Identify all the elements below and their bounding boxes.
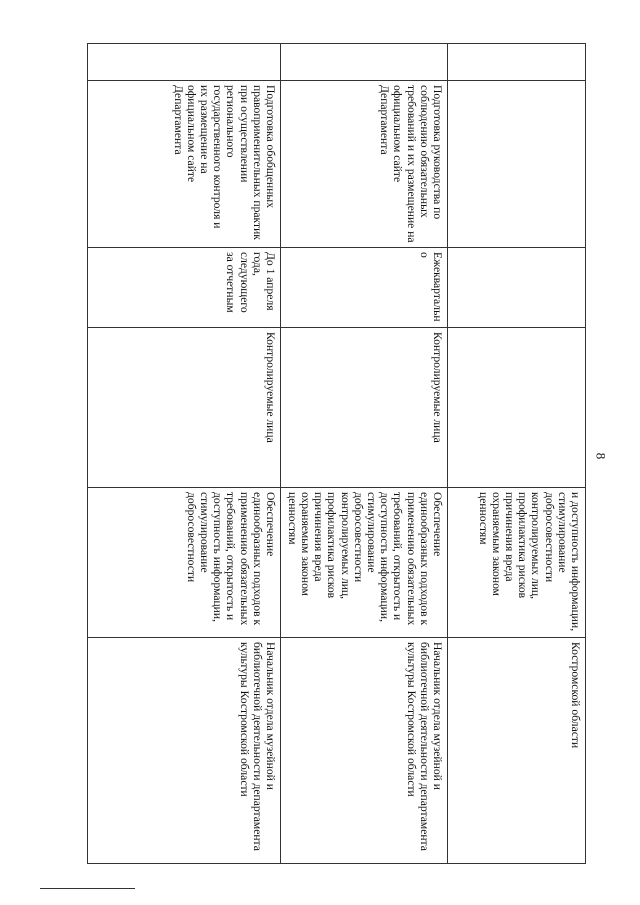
cell-number [88,44,281,81]
cell-deadline [448,248,586,328]
cell-result: Обеспечение единообразных подходов к применению обязательных требований, открытость и доступность информации, стимулирование добросовестности контролируемых лиц, профилактика рисков причинения вреда охраняемым законом ценностям [281,488,448,638]
cell-event [448,81,586,248]
cell-responsible: Начальник отдела музейной и библиотечной деятельности департамента культуры Костромской области [88,638,281,864]
cell-responsible: Костромской области [448,638,586,864]
footnote-rule [40,888,135,889]
cell-participants: Контролируемые лица [88,328,281,488]
cell-responsible: Начальник отдела музейной и библиотечной деятельности департамента культуры Костромской области [281,638,448,864]
cell-event: Подготовка обобщенных правоприменительных практик при осуществлении регионального государственного контроля и их размещение на официальном сайте Департамента [88,81,281,248]
prevention-plan-table [87,43,586,864]
cell-participants: Контролируемые лица [281,328,448,488]
table-row-practice [88,44,281,864]
rotated-table-wrapper [88,43,586,863]
cell-result: и доступность информации, стимулирование добросовестности контролируемых лиц, профилактика рисков причинения вреда охраняемым законом ценностям [448,488,586,638]
cell-participants [448,328,586,488]
page-number: 8 [593,452,609,460]
cell-deadline: Ежеквартально [281,248,448,328]
cell-number [448,44,586,81]
cell-result: Обеспечение единообразных подходов к применению обязательных требований, открытость и доступность информации, стимулирование добросовестности [88,488,281,638]
cell-deadline: До 1 апреля года, следующего за отчетным [88,248,281,328]
table-row-continuation [448,44,586,864]
cell-event: Подготовка руководства по соблюдению обязательных требований и их размещение на официальном сайте Департамента [281,81,448,248]
table-row-guidance [281,44,448,864]
cell-number [281,44,448,81]
